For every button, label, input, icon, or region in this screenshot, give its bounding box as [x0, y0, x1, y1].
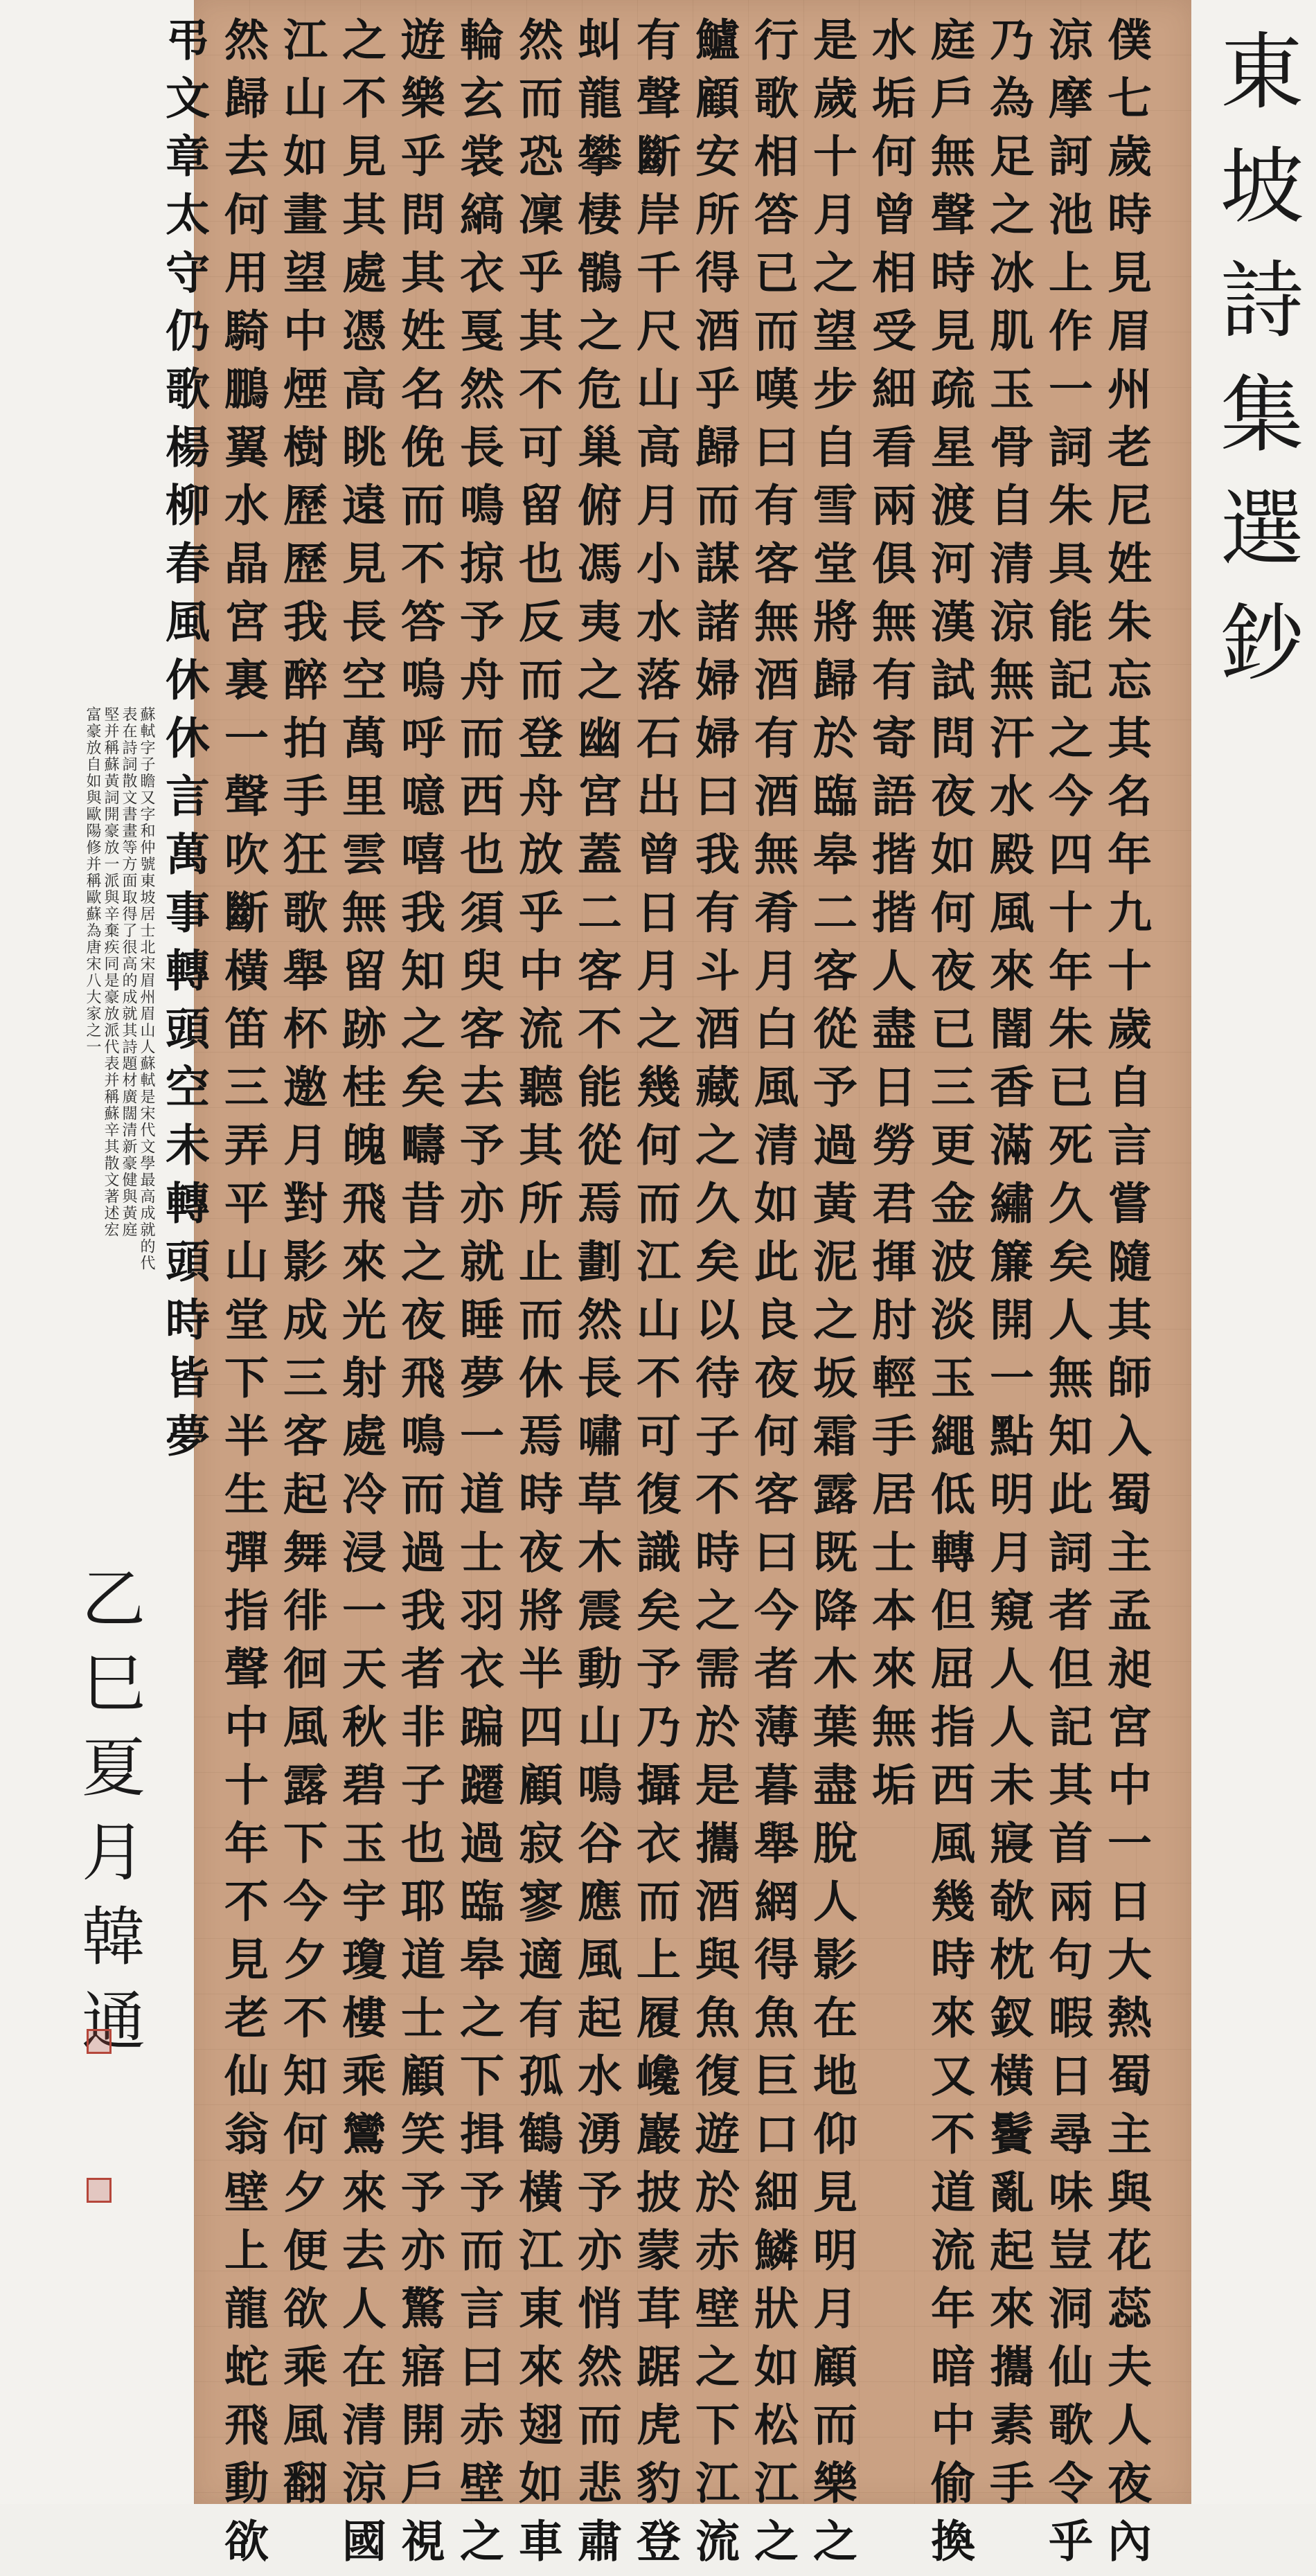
text-column: 有聲斷岸千尺山高月小水落石出曾日月之幾何而江山不可復識矣予乃攝衣而上履巉巖披蒙茸踞虎豹登 [629, 17, 681, 2576]
red-seal [87, 2178, 112, 2203]
text-column: 庭戶無聲時見疏星渡河漢試問夜如何夜已三更金波淡玉繩低轉但屈指西風幾時來又不道流年暗中偷換 [923, 17, 975, 2576]
text-column: 輪玄裳縞衣戛然長鳴掠予舟而西也須臾客去予亦就睡夢一道士羽衣蹁躚過臨皋之下揖予而言曰赤壁之 [452, 17, 504, 2576]
text-column: 是歲十月之望步自雪堂將歸於臨皋二客從予過黃泥之坂霜露既降木葉盡脫人影在地仰見明月顧而樂之 [806, 17, 857, 2576]
text-column: 遊樂乎問其姓名俛而不答嗚呼噫嘻我知之矣疇昔之夜飛鳴而過我者非子也耶道士顧笑予亦驚寤開戶視 [393, 17, 445, 2576]
text-column: 行歌相答已而嘆曰有客無酒有酒無肴月白風清如此良夜何客曰今者薄暮舉網得魚巨口細鱗狀如松江之 [747, 17, 799, 2576]
scroll-title: 東坡詩集選鈔 [1207, 28, 1303, 713]
text-column: 江山如畫望中煙樹歷歷我醉拍手狂歌舉杯邀月對影成三客起舞徘徊風露下今夕不知何夕便欲乘風翻 [276, 17, 328, 2518]
artist-signature: 乙巳夏月韓通 [71, 1565, 145, 2072]
text-column: 鱸顧安所得酒乎歸而謀諸婦婦曰我有斗酒藏之久矣以待子不時之需於是攜酒與魚復遊於赤壁之下江流 [688, 17, 740, 2576]
red-seal [87, 2029, 112, 2054]
text-column: 涼摩訶池上作一詞朱具能記之今四十年朱已死久矣人無知此詞者但記其首兩句暇日尋味豈洞仙歌令乎 [1041, 17, 1093, 2576]
text-column: 水垢何曾相受細看兩俱無有寄語揩揩人盡日勞君揮肘輕手居士本來無垢 [864, 17, 916, 1820]
text-column: 虯龍攀棲鶻之危巢俯馮夷之幽宮蓋二客不能從焉劃然長嘯草木震動山鳴谷應風起水湧予亦悄然而悲肅 [570, 17, 622, 2576]
text-column: 之不見其處憑高眺遠見長空萬里雲無留跡桂魄飛來光射處冷浸一天秋碧玉宇瓊樓乘鸞來去人在清涼國 [335, 17, 386, 2576]
text-column: 然歸去何用騎鵬翼水晶宮裏一聲吹斷橫笛三弄平山堂下半生彈指聲中十年不見老仙翁壁上龍蛇飛動欲 [217, 17, 269, 2576]
annotation-column: 表在詩詞散文書畫等方面取得了很高的成就其詩題材廣闊清新豪健與黃庭 [120, 706, 137, 1238]
text-column: 僕七歲時見眉州老尼姓朱忘其名年九十歲自言嘗隨其師入蜀主孟昶宮中一日大熱蜀主與花蕊夫人夜內 [1100, 17, 1152, 2576]
text-column: 乃為足之冰肌玉骨自清涼無汗水殿風來闇香滿繡簾開一點明月窺人人未寢欹枕釵橫鬢亂起來攜素手 [982, 17, 1034, 2518]
text-column: 弔文章太守仍歌楊柳春風休休言萬事轉頭空未轉頭時皆夢 [158, 17, 210, 1471]
annotation-column: 蘇軾字子瞻又字和仲號東坡居士北宋眉州眉山人蘇軾是宋代文學最高成就的代 [138, 706, 155, 1271]
annotation-column: 堅并稱蘇黃詞開豪放一派與辛棄疾同是豪放派代表并稱蘇辛其散文著述宏 [102, 706, 119, 1238]
annotation-column: 富豪放自如與歐陽修并稱歐蘇為唐宋八大家之一 [84, 706, 101, 1055]
text-column: 然而恐凜乎其不可留也反而登舟放乎中流聽其所止而休焉時夜將半四顧寂寥適有孤鶴橫江東來翅如車 [511, 17, 563, 2576]
